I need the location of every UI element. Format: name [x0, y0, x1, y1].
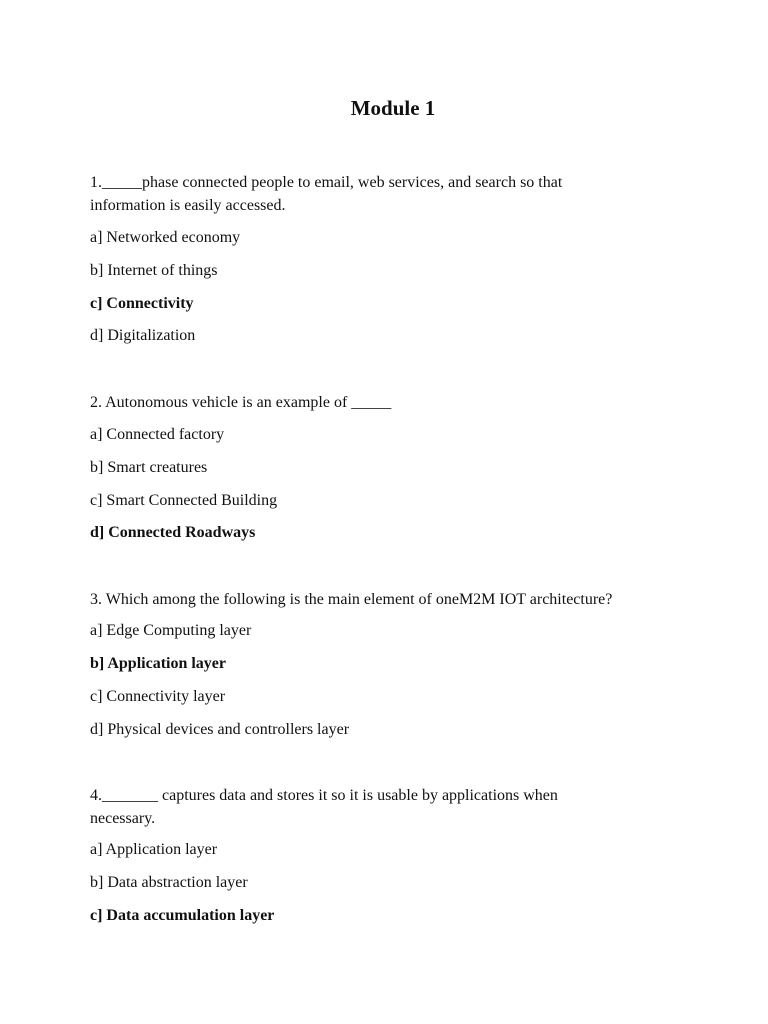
question-1-option-a: a] Networked economy [90, 229, 241, 246]
question-3-option-a: a] Edge Computing layer [90, 622, 252, 639]
question-3-option-d: d] Physical devices and controllers layer [90, 721, 350, 738]
question-3-stem: 3. Which among the following is the main element of oneM2M IOT architecture? [90, 591, 613, 608]
question-2-option-a: a] Connected factory [90, 426, 225, 443]
question-4-option-a: a] Application layer [90, 841, 218, 858]
question-4-stem-line-2: necessary. [90, 810, 156, 827]
question-4-stem-line-1: 4._______ captures data and stores it so it is usable by applications when [90, 787, 558, 804]
question-1-option-c-answer: c] Connectivity [90, 295, 194, 312]
question-4-option-c-answer: c] Data accumulation layer [90, 907, 275, 924]
question-2-option-c: c] Smart Connected Building [90, 492, 278, 509]
question-3-option-b-answer: b] Application layer [90, 655, 227, 672]
question-1-option-d: d] Digitalization [90, 327, 196, 344]
question-1-stem-line-2: information is easily accessed. [90, 197, 286, 214]
question-2-option-b: b] Smart creatures [90, 459, 208, 476]
question-2-option-d-answer: d] Connected Roadways [90, 524, 256, 541]
page-title: Module 1 [350, 96, 436, 120]
question-1-option-b: b] Internet of things [90, 262, 218, 279]
question-3-option-c: c] Connectivity layer [90, 688, 226, 705]
question-2-stem: 2. Autonomous vehicle is an example of _____ [90, 394, 392, 411]
question-4-option-b: b] Data abstraction layer [90, 874, 248, 891]
question-1-stem-line-1: 1._____phase connected people to email, web services, and search so that [90, 174, 563, 191]
